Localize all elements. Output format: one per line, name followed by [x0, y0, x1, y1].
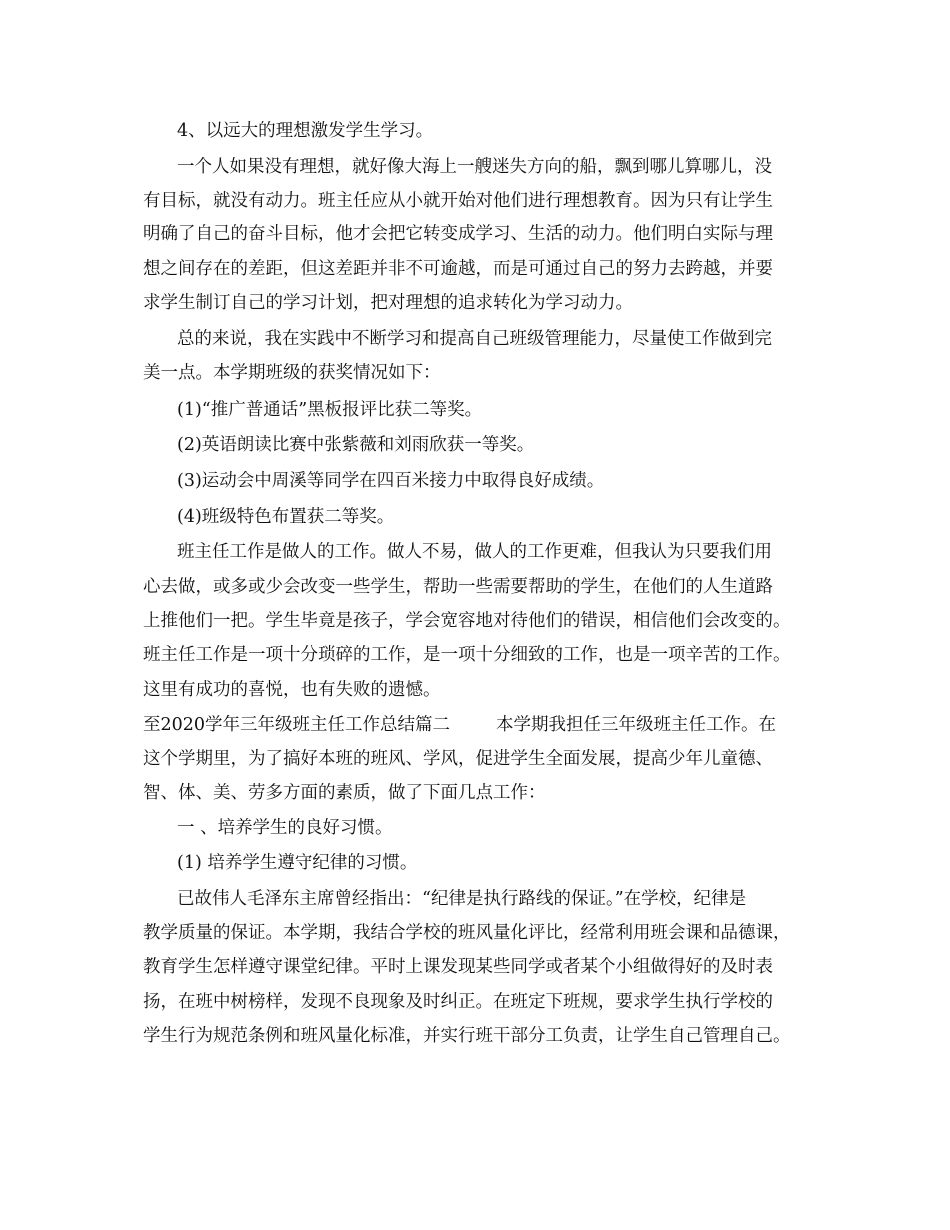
para-work-line: 心去做，或多或少会改变一些学生，帮助一些需要帮助的学生，在他们的人生道路	[143, 577, 773, 597]
heading-ideal: 4、以远大的理想激发学生学习。	[177, 121, 434, 141]
para-ideal-line: 有目标，就没有动力。班主任应从小就开始对他们进行理想教育。因为只有让学生	[143, 191, 773, 211]
para-ideal-line: 求学生制订自己的学习计划，把对理想的追求转化为学习动力。	[143, 293, 633, 313]
award-item: (4)班级特色布置获二等奖。	[177, 507, 395, 527]
para-ideal-line: 想之间存在的差距，但这差距并非不可逾越，而是可通过自己的努力去跨越，并要	[143, 259, 773, 279]
para-work-line: 这里有成功的喜悦，也有失败的遗憾。	[143, 680, 441, 700]
part2-intro-line: 智、体、美、劳多方面的素质，做了下面几点工作：	[143, 783, 546, 803]
para-summary-line: 总的来说，我在实践中不断学习和提高自己班级管理能力，尽量使工作做到完	[177, 329, 772, 349]
part2-title: 至2020学年三年级班主任工作总结篇二	[143, 715, 451, 735]
part2-intro-first: 本学期我担任三年级班主任工作。在	[496, 715, 777, 735]
para-ideal-line: 明确了自己的奋斗目标，他才会把它转变成学习、生活的动力。他们明白实际与理	[143, 224, 773, 244]
para-summary-line: 美一点。本学期班级的获奖情况如下：	[143, 363, 441, 383]
para-discipline-line: 已故伟人毛泽东主席曾经指出：“纪律是执行路线的保证。”在学校，纪律是	[177, 889, 747, 909]
para-work-line: 班主任工作是做人的工作。做人不易，做人的工作更难，但我认为只要我们用	[177, 542, 772, 562]
award-item: (1)“推广普通话”黑板报评比获二等奖。	[177, 400, 483, 420]
section-heading: 一 、培养学生的良好习惯。	[177, 818, 393, 838]
para-discipline-line: 扬，在班中树榜样，发现不良现象及时纠正。在班定下班规，要求学生执行学校的	[143, 992, 773, 1012]
para-discipline-line: 教育学生怎样遵守课堂纪律。平时上课发现某些同学或者某个小组做得好的及时表	[143, 957, 773, 977]
award-item: (3)运动会中周溪等同学在四百米接力中取得良好成绩。	[177, 471, 605, 491]
para-work-line: 班主任工作是一项十分琐碎的工作，是一项十分细致的工作，也是一项辛苦的工作。	[143, 645, 791, 665]
subsection-heading: (1) 培养学生遵守纪律的习惯。	[177, 853, 418, 873]
para-work-line: 上推他们一把。学生毕竟是孩子，学会宽容地对待他们的错误，相信他们会改变的。	[143, 611, 791, 631]
para-discipline-line: 学生行为规范条例和班风量化标准，并实行班干部分工负责，让学生自己管理自己。	[143, 1026, 791, 1046]
award-item: (2)英语朗读比赛中张紫薇和刘雨欣获一等奖。	[177, 435, 535, 455]
part2-title-line	[143, 713, 776, 737]
part2-intro-line: 这个学期里，为了搞好本班的班风、学风，促进学生全面发展，提高少年儿童德、	[143, 749, 773, 769]
para-ideal-line: 一个人如果没有理想，就好像大海上一艘迷失方向的船，飘到哪儿算哪儿，没	[177, 157, 772, 177]
para-discipline-line: 教学质量的保证。本学期，我结合学校的班风量化评比，经常利用班会课和品德课，	[143, 923, 791, 943]
